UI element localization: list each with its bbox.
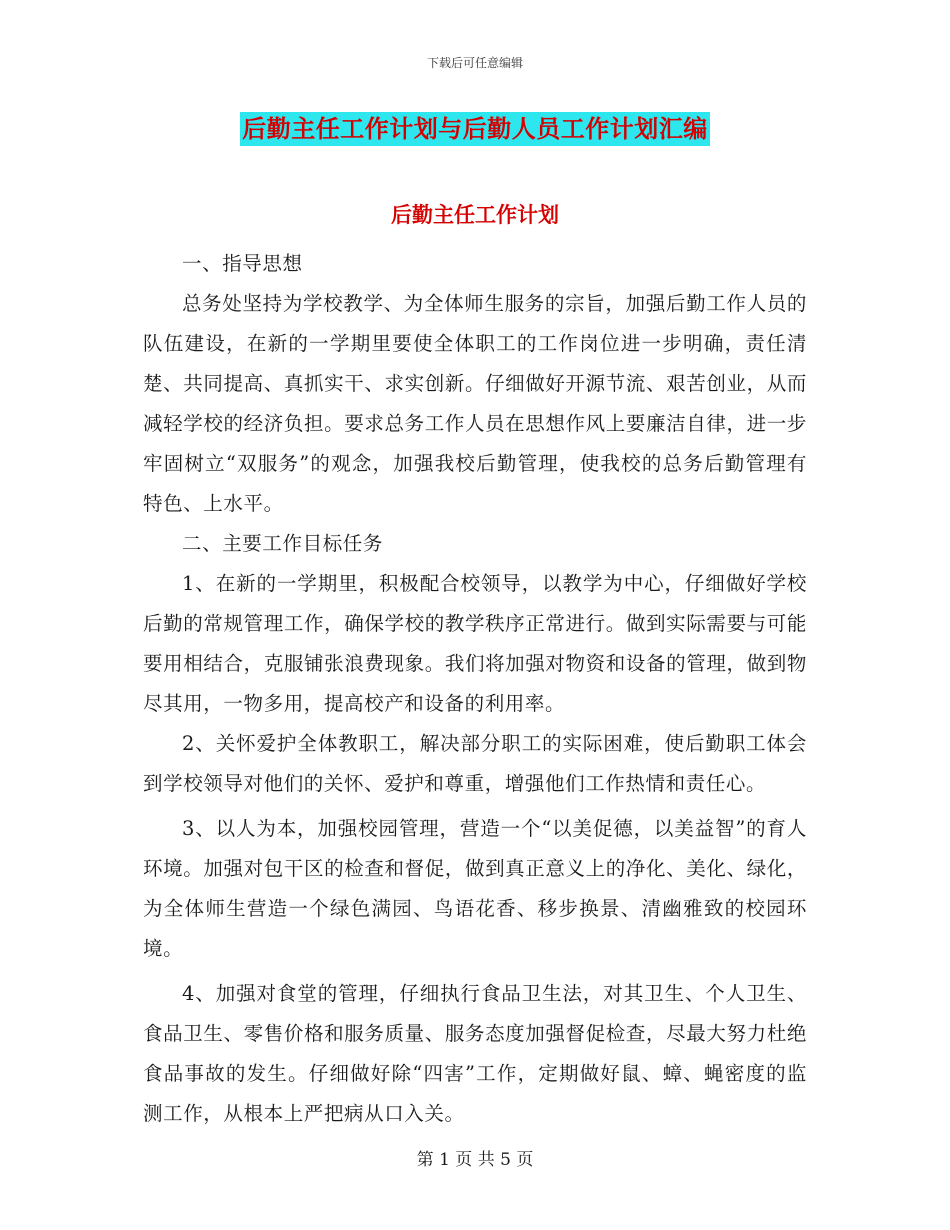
paragraph-goal-2: 2、关怀爱护全体教职工，解决部分职工的实际困难，使后勤职工体会到学校领导对他们的关怀、爱护和尊重，增强他们工作热情和责任心。	[143, 732, 807, 795]
heading-main-goals: 二、主要工作目标任务	[182, 532, 384, 555]
header-note: 下载后可任意编辑	[426, 56, 523, 70]
paragraph-goal-1: 1、在新的一学期里，积极配合校领导，以教学为中心，仔细做好学校后勤的常规管理工作，确保学校的教学秩序正常进行。做到实际需要与可能要用相结合，克服铺张浪费现象。我们将加强对物资和设备的管理，做到物尽其用，一物多用，提高校产和设备的利用率。	[143, 572, 807, 715]
paragraph-guiding-ideology: 总务处坚持为学校教学、为全体师生服务的宗旨，加强后勤工作人员的队伍建设，在新的一学期里要使全体职工的工作岗位进一步明确，责任清楚、共同提高、真抓实干、求实创新。仔细做好开源节流、艰苦创业，从而减轻学校的经济负担。要求总务工作人员在思想作风上要廉洁自律，进一步牢固树立“双服务”的观念，加强我校后勤管理，使我校的总务后勤管理有特色、上水平。	[143, 292, 807, 515]
paragraph-goal-3: 3、以人为本，加强校园管理，营造一个“以美促德，以美益智”的育人环境。加强对包干区的检查和督促，做到真正意义上的净化、美化、绿化，为全体师生营造一个绿色满园、鸟语花香、移步换景、清幽雅致的校园环境。	[143, 817, 807, 960]
doc-title-wrap	[0, 112, 950, 146]
paragraph-goal-4: 4、加强对食堂的管理，仔细执行食品卫生法，对其卫生、个人卫生、食品卫生、零售价格和服务质量、服务态度加强督促检查，尽最大努力杜绝食品事故的发生。仔细做好除“四害”工作，定期做好鼠、蟑、蝇密度的监测工作，从根本上严把病从口入关。	[143, 982, 807, 1125]
document-title: 后勤主任工作计划与后勤人员工作计划汇编	[240, 112, 710, 146]
document-body	[143, 244, 807, 1134]
section-title: 后勤主任工作计划	[391, 202, 559, 227]
heading-guiding-ideology: 一、指导思想	[182, 252, 303, 275]
page-footer: 第 1 页 共 5 页	[416, 1150, 534, 1170]
